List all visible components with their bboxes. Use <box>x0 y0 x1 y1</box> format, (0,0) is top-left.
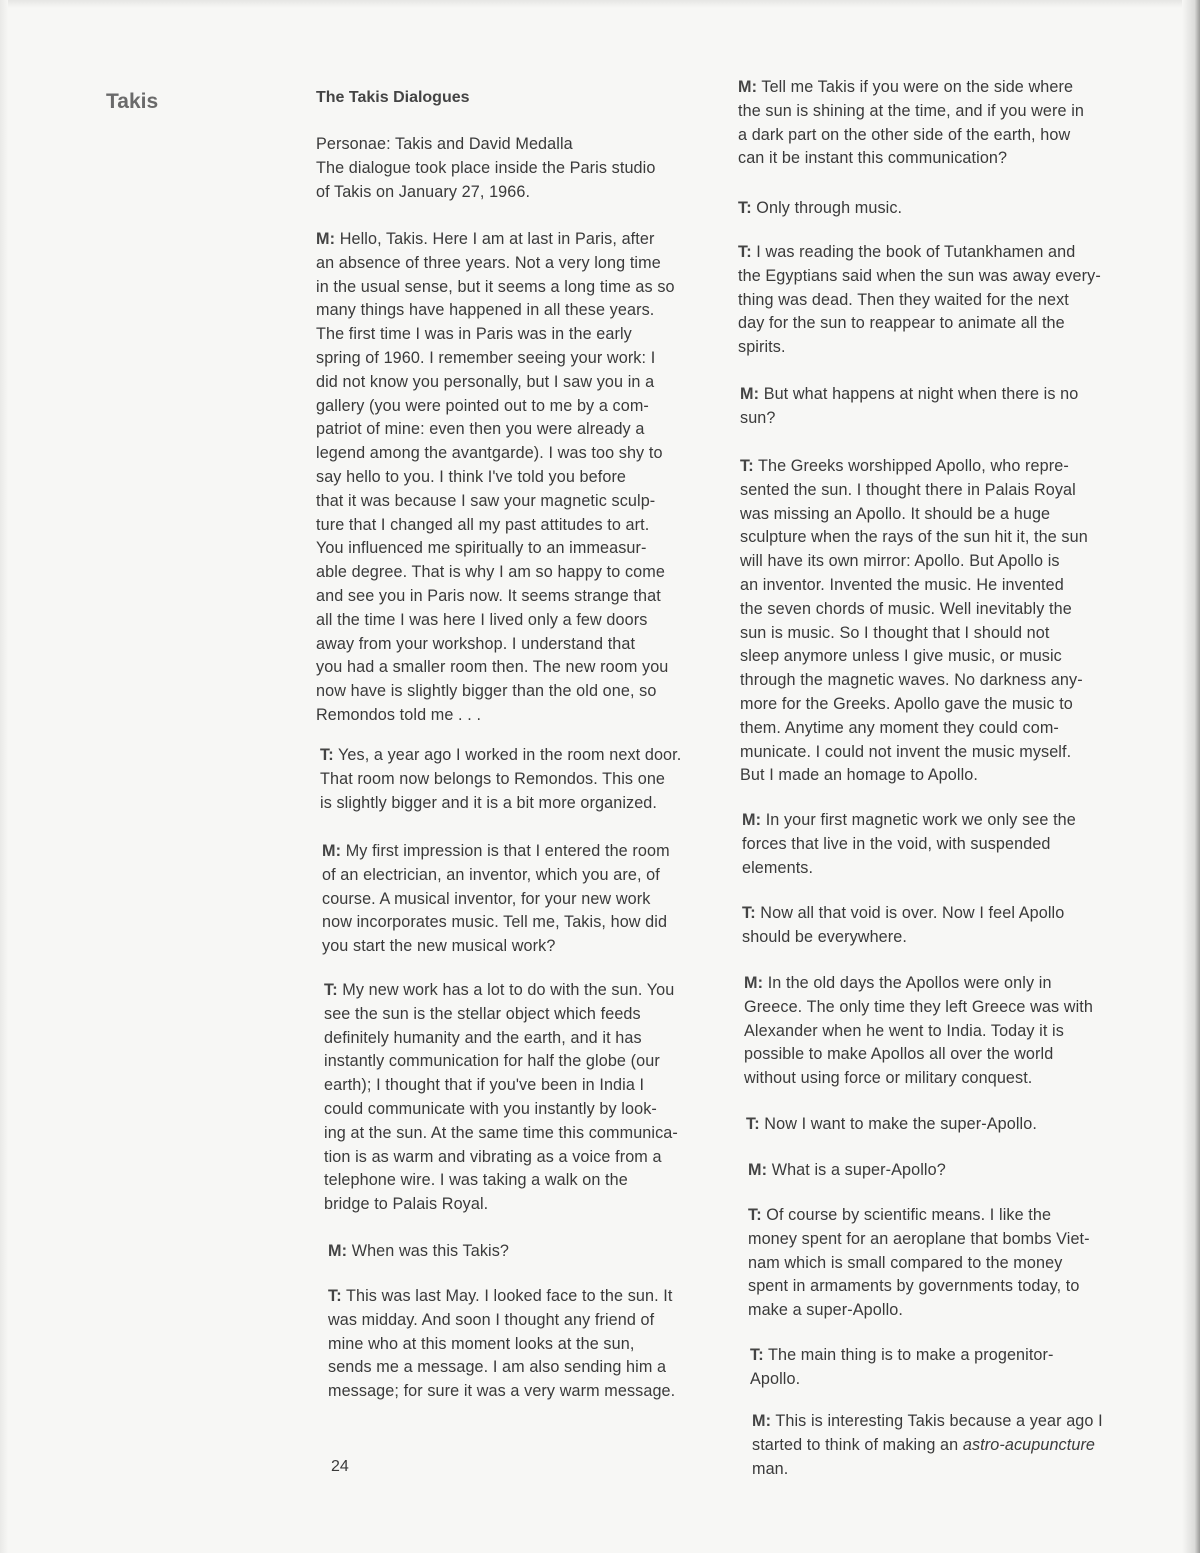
paragraph-text: Yes, a year ago I worked in the room next door. That room now belongs to Remondos. This one is slightly bigger and it is a bit more organized. <box>320 746 682 812</box>
dialogue-paragraph <box>316 228 726 728</box>
paragraph-text-tail: man. <box>752 1459 789 1478</box>
paragraph-text: My new work has a lot to do with the sun. You see the sun is the stellar object which feeds definitely humanity and the earth, and it has instantly communication for half the globe (our earth); I thought that if you've been in India I could communicate with you instantly by look- ing at the sun. At the same time this communica- tion is as warm and vibrating as a voice from a telephone wire. I was taking a walk on the bridge to Palais Royal. <box>324 981 678 1214</box>
paragraph-text: In the old days the Apollos were only in Greece. The only time they left Greece was with Alexander when he went to India. Today it is possible to make Apollos all over the world without using force or military conquest. <box>744 974 1093 1088</box>
paragraph-text: Now I want to make the super-Apollo. <box>764 1115 1037 1133</box>
paragraph-text: My first impression is that I entered the room of an electrician, an inventor, which you are, of course. A musical inventor, for your new work now incorporates music. Tell me, Takis, how did you start the new musical work? <box>322 842 670 956</box>
speaker-label: T: <box>324 981 338 999</box>
paragraph-text: This is interesting Takis because a year ago I started to think of making an <box>752 1412 1103 1454</box>
speaker-label: M: <box>748 1161 768 1179</box>
speaker-label: T: <box>328 1287 342 1305</box>
speaker-label: M: <box>740 385 760 403</box>
paragraph-text: In your first magnetic work we only see the forces that live in the void, with suspended elements. <box>742 811 1076 877</box>
speaker-label: T: <box>742 904 756 922</box>
speaker-label: M: <box>316 230 336 248</box>
intro-paragraph <box>316 133 726 204</box>
paragraph-text: Only through music. <box>756 199 903 217</box>
paragraph-text: But what happens at night when there is no sun? <box>740 385 1079 427</box>
paragraph-text: Now all that void is over. Now I feel Apollo should be everywhere. <box>742 904 1065 946</box>
page-top-edge <box>0 0 1200 8</box>
dialogue-paragraph <box>738 241 1154 360</box>
dialogue-paragraph <box>740 383 1156 431</box>
paragraph-text: When was this Takis? <box>351 1242 510 1260</box>
dialogue-paragraph <box>744 972 1160 1091</box>
speaker-label: T: <box>738 199 752 217</box>
paragraph-text: The main thing is to make a progenitor- Apollo. <box>750 1346 1054 1388</box>
speaker-label: M: <box>738 78 758 96</box>
speaker-label: T: <box>748 1206 762 1224</box>
paragraph-text: This was last May. I looked face to the sun. It was midday. And soon I thought any friend of mine who at this moment looks at the sun, sends me a message. I am also sending him a message; for sure it was a very warm message. <box>328 1287 676 1401</box>
dialogue-paragraph <box>320 744 730 815</box>
dialogue-paragraph <box>738 197 1154 221</box>
dialogue-paragraph <box>748 1204 1164 1323</box>
speaker-label: M: <box>752 1412 772 1430</box>
dialogue-paragraph <box>324 979 734 1217</box>
dialogue-paragraph <box>746 1113 1162 1137</box>
dialogue-paragraph <box>322 840 732 959</box>
paragraph-text: Of course by scientific means. I like the money spent for an aeroplane that bombs Viet- nam which is small compared to the money spent in armaments by governments today, to make a super-Apollo. <box>748 1206 1090 1320</box>
paragraph-text: Hello, Takis. Here I am at last in Paris, after an absence of three years. Not a very long time in the usual sense, but it seems a long time as so many things have happened in all these years. The first time I was in Paris was in the early spring of 1960. I remember seeing your work: I did not know you personally, but I saw you in a gallery (you were pointed out to me by a com- patriot of mine: even then you were already a legend among the avantgarde). I was too shy to say hello to you. I think I've told you before that it was because I saw your magnetic sculp- ture that I changed all my past attitudes to art. You influenced me spiritually to an immeasur- able degree. That is why I am so happy to come and see you in Paris now. It seems strange that all the time I was here I lived only a few doors away from your workshop. I understand that you had a smaller room then. The new room you now have is slightly bigger than the old one, so Remondos told me . . . <box>316 230 675 724</box>
speaker-label: T: <box>740 457 754 475</box>
dialogue-paragraph <box>742 902 1158 950</box>
speaker-label: T: <box>320 746 334 764</box>
dialogue-paragraph <box>748 1159 1164 1183</box>
dialogue-paragraph <box>740 455 1156 788</box>
speaker-label: T: <box>746 1115 760 1133</box>
speaker-label: T: <box>750 1346 764 1364</box>
page-number: 24 <box>331 1458 349 1475</box>
speaker-label: M: <box>322 842 342 860</box>
paragraph-text: What is a super-Apollo? <box>771 1161 946 1179</box>
dialogue-paragraph <box>752 1410 1168 1481</box>
paragraph-text: Personae: Takis and David Medalla The dialogue took place inside the Paris studio of Takis on January 27, 1966. <box>316 135 656 201</box>
speaker-label: M: <box>744 974 764 992</box>
dialogue-paragraph <box>742 809 1158 880</box>
emphasized-text: astro-acupuncture <box>962 1435 1096 1454</box>
paragraph-text: The Greeks worshipped Apollo, who repre- sented the sun. I thought there in Palais Royal was missing an Apollo. It should be a huge sculpture when the rays of the sun hit it, the sun will have its own mirror: Apollo. But Apollo is an inventor. Invented the music. He invented the seven chords of music. Well inevitably the sun is music. So I thought that I should not sleep anymore unless I give music, or music through the magnetic waves. No darkness any- more for the Greeks. Apollo gave the music to them. Anytime any moment they could com- municate. I could not invent the music myself. But I made an homage to Apollo. <box>740 457 1088 785</box>
paragraph-text: Tell me Takis if you were on the side where the sun is shining at the time, and if you were in a dark part on the other side of the earth, how can it be instant this communication? <box>738 78 1085 168</box>
side-title: Takis <box>106 90 159 113</box>
speaker-label: M: <box>742 811 762 829</box>
dialogue-paragraph <box>328 1240 728 1264</box>
page-binding-shadow <box>1182 0 1200 1553</box>
dialogue-paragraph <box>738 76 1154 171</box>
article-title: The Takis Dialogues <box>316 89 470 106</box>
dialogue-paragraph <box>328 1285 728 1404</box>
paragraph-text: I was reading the book of Tutankhamen and the Egyptians said when the sun was away every- thing was dead. Then they waited for the next day for the sun to reappear to animate all the spirits. <box>738 243 1101 357</box>
speaker-label: M: <box>328 1242 348 1260</box>
dialogue-paragraph <box>750 1344 1166 1392</box>
page-left-edge <box>0 0 8 1553</box>
speaker-label: T: <box>738 243 752 261</box>
